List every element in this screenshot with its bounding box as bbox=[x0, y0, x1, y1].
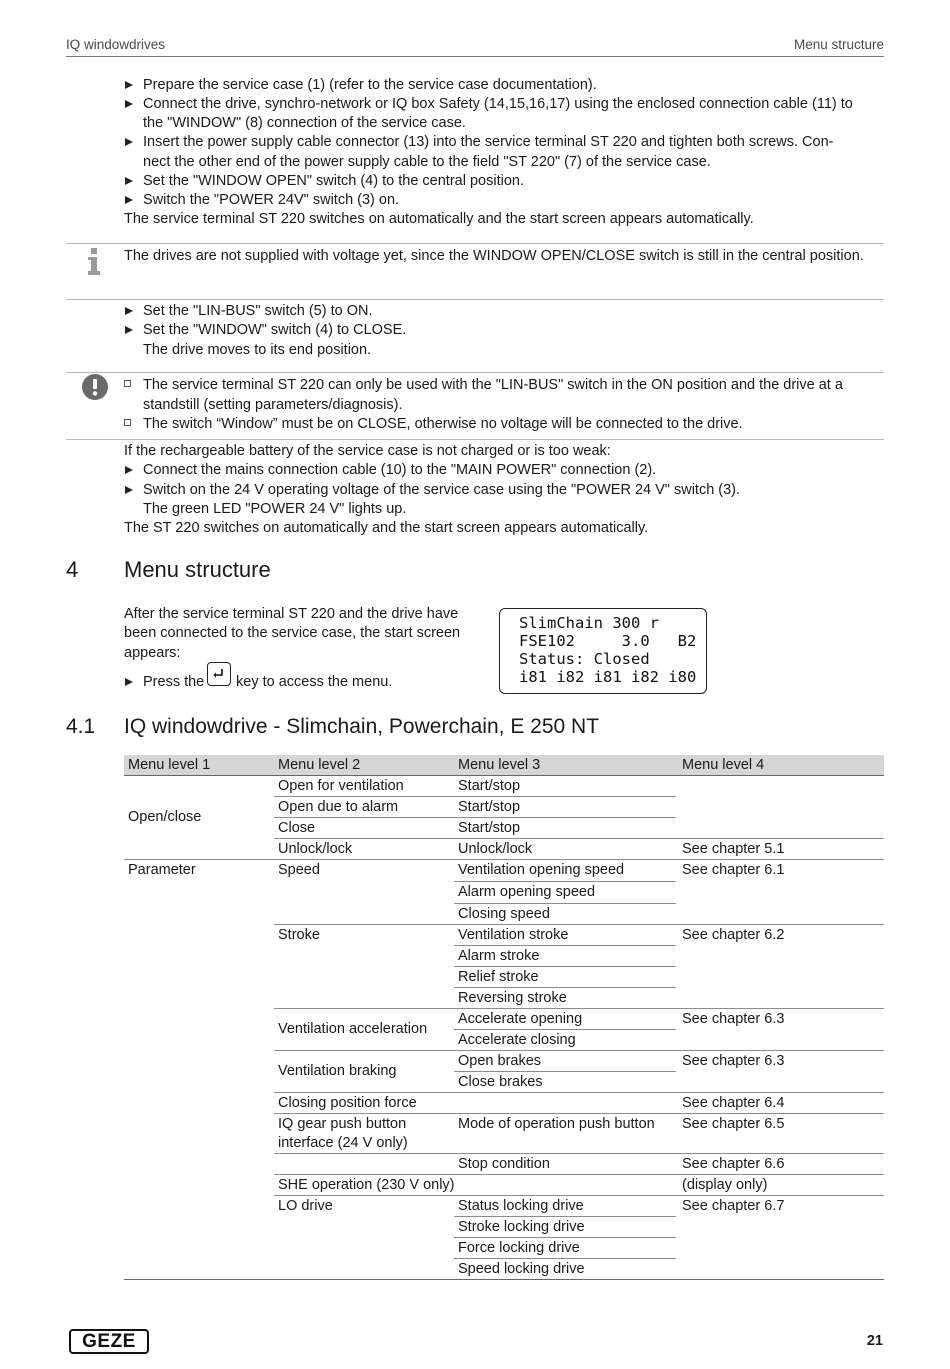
step-text: the "WINDOW" (8) connection of the service case. bbox=[143, 115, 466, 131]
bullet-arrow-icon bbox=[125, 678, 133, 686]
result-text: The ST 220 switches on automatically and the start screen appears automatically. bbox=[124, 520, 649, 536]
table-cell-level3: Status locking drive bbox=[458, 1198, 584, 1214]
table-cell-level2: Ventilation acceleration bbox=[278, 1021, 428, 1037]
header-rule bbox=[66, 56, 884, 57]
table-cell-level3: Ventilation opening speed bbox=[458, 862, 625, 878]
table-cell-level3: Unlock/lock bbox=[458, 841, 533, 857]
lcd-display bbox=[499, 608, 707, 694]
exclamation-icon bbox=[82, 374, 108, 400]
step-text: Switch the "POWER 24V" switch (3) on. bbox=[143, 192, 400, 208]
page-number: 21 bbox=[866, 1333, 883, 1349]
subsection-number: 4.1 bbox=[66, 715, 96, 738]
table-header-cell: Menu level 4 bbox=[682, 757, 765, 773]
table-cell-level4: See chapter 6.3 bbox=[682, 1053, 785, 1069]
bullet-arrow-icon bbox=[125, 486, 133, 494]
intro-text: appears: bbox=[124, 645, 181, 661]
table-rule bbox=[454, 945, 676, 946]
warning-text: standstill (setting parameters/diagnosis). bbox=[143, 397, 403, 413]
step-result-text: The drive moves to its end position. bbox=[143, 342, 372, 358]
press-text: Press the bbox=[143, 674, 205, 690]
note-divider bbox=[66, 243, 884, 244]
table-header-cell: Menu level 2 bbox=[278, 757, 361, 773]
intro-text: been connected to the service case, the start screen bbox=[124, 625, 461, 641]
step-text: Switch on the 24 V operating voltage of the service case using the "POWER 24 V" switch (3). bbox=[143, 482, 741, 498]
lcd-line: SlimChain 300 r bbox=[519, 614, 659, 632]
table-cell-level3: Accelerate closing bbox=[458, 1032, 576, 1048]
lcd-line: FSE102 3.0 B2 bbox=[519, 632, 697, 650]
table-cell-level4: See chapter 6.2 bbox=[682, 927, 785, 943]
table-cell-level3: Start/stop bbox=[458, 820, 521, 836]
bullet-square-icon bbox=[124, 380, 131, 387]
bullet-arrow-icon bbox=[125, 466, 133, 474]
table-rule bbox=[454, 903, 676, 904]
table-rule bbox=[454, 1258, 676, 1259]
table-cell-level3: Alarm stroke bbox=[458, 948, 540, 964]
table-cell-level2: Open for ventilation bbox=[278, 778, 404, 794]
table-rule bbox=[274, 1153, 884, 1154]
warning-text: The switch “Window” must be on CLOSE, otherwise no voltage will be connected to the drive. bbox=[143, 416, 743, 432]
bullet-arrow-icon bbox=[125, 100, 133, 108]
step-text: Set the "WINDOW OPEN" switch (4) to the central position. bbox=[143, 173, 524, 189]
table-cell-level3: Force locking drive bbox=[458, 1240, 580, 1256]
table-cell-level2: Unlock/lock bbox=[278, 841, 353, 857]
bullet-square-icon bbox=[124, 419, 131, 426]
warning-text: The service terminal ST 220 can only be used with the "LIN-BUS" switch in the ON position and the drive at a bbox=[143, 377, 843, 393]
table-cell-level2: LO drive bbox=[278, 1198, 333, 1214]
table-cell-level1: Parameter bbox=[128, 862, 196, 878]
table-cell-level4: (display only) bbox=[682, 1177, 768, 1193]
enter-key-icon bbox=[207, 662, 231, 686]
table-rule bbox=[454, 881, 676, 882]
table-cell-level3: Ventilation stroke bbox=[458, 927, 569, 943]
table-cell-level3: Closing speed bbox=[458, 906, 550, 922]
note-divider bbox=[66, 299, 884, 300]
step-text: Connect the mains connection cable (10) to the "MAIN POWER" connection (2). bbox=[143, 462, 657, 478]
table-rule bbox=[454, 1237, 676, 1238]
condition-text: If the rechargeable battery of the service case is not charged or is too weak: bbox=[124, 443, 611, 459]
lcd-line: i81 i82 i81 i82 i80 bbox=[519, 668, 697, 686]
bullet-arrow-icon bbox=[125, 138, 133, 146]
table-cell-level2: Ventilation braking bbox=[278, 1063, 397, 1079]
table-header-cell: Menu level 1 bbox=[128, 757, 211, 773]
lcd-line: Status: Closed bbox=[519, 650, 650, 668]
step-text: nect the other end of the power supply cable to the field "ST 220" (7) of the service case. bbox=[143, 154, 711, 170]
bullet-arrow-icon bbox=[125, 196, 133, 204]
result-text: The service terminal ST 220 switches on automatically and the start screen appears automatically. bbox=[124, 211, 754, 227]
table-rule bbox=[454, 966, 676, 967]
table-rule bbox=[454, 1071, 676, 1072]
table-rule bbox=[274, 1174, 884, 1175]
intro-text: After the service terminal ST 220 and the drive have bbox=[124, 606, 459, 622]
table-cell-level3: Alarm opening speed bbox=[458, 884, 596, 900]
table-rule bbox=[274, 1008, 884, 1009]
step-text: Set the "LIN-BUS" switch (5) to ON. bbox=[143, 303, 373, 319]
warning-divider bbox=[66, 439, 884, 440]
table-cell-level3: Reversing stroke bbox=[458, 990, 567, 1006]
table-cell-level3: Accelerate opening bbox=[458, 1011, 583, 1027]
info-note-text: The drives are not supplied with voltage yet, since the WINDOW OPEN/CLOSE switch is still in the central position. bbox=[124, 248, 864, 264]
table-cell-level3: Close brakes bbox=[458, 1074, 543, 1090]
table-cell-level3: Speed locking drive bbox=[458, 1261, 585, 1277]
table-rule bbox=[454, 796, 676, 797]
table-cell-level2: Open due to alarm bbox=[278, 799, 399, 815]
bullet-arrow-icon bbox=[125, 177, 133, 185]
table-cell-level2: Closing position force bbox=[278, 1095, 417, 1111]
table-rule bbox=[274, 796, 454, 797]
table-rule bbox=[454, 987, 676, 988]
table-cell-level4: See chapter 6.4 bbox=[682, 1095, 785, 1111]
table-cell-level4: See chapter 5.1 bbox=[682, 841, 785, 857]
table-cell-level4: See chapter 6.1 bbox=[682, 862, 785, 878]
table-cell-level4: See chapter 6.6 bbox=[682, 1156, 785, 1172]
table-cell-level2: Stroke bbox=[278, 927, 320, 943]
table-rule bbox=[274, 1113, 884, 1114]
bullet-arrow-icon bbox=[125, 326, 133, 334]
section-title: Menu structure bbox=[124, 557, 271, 582]
table-cell-level3: Stroke locking drive bbox=[458, 1219, 585, 1235]
table-cell-level3: Start/stop bbox=[458, 799, 521, 815]
table-cell-level2: SHE operation (230 V only) bbox=[278, 1177, 455, 1193]
table-cell-level2: interface (24 V only) bbox=[278, 1135, 408, 1151]
table-rule bbox=[274, 924, 884, 925]
table-rule bbox=[124, 775, 884, 776]
table-cell-level4: See chapter 6.5 bbox=[682, 1116, 785, 1132]
step-text: Connect the drive, synchro-network or IQ box Safety (14,15,16,17) using the enclosed connection cable (11) to bbox=[143, 96, 853, 112]
table-cell-level3: Mode of operation push button bbox=[458, 1116, 655, 1132]
section-number: 4 bbox=[66, 557, 79, 582]
table-cell-level4: See chapter 6.7 bbox=[682, 1198, 785, 1214]
table-rule bbox=[124, 1279, 884, 1280]
table-cell-level2: IQ gear push button bbox=[278, 1116, 407, 1132]
info-icon bbox=[85, 247, 103, 277]
table-cell-level3: Open brakes bbox=[458, 1053, 542, 1069]
table-cell-level2: Speed bbox=[278, 862, 320, 878]
table-rule bbox=[274, 817, 676, 818]
table-cell-level3: Relief stroke bbox=[458, 969, 539, 985]
table-cell-level2: Close bbox=[278, 820, 316, 836]
table-rule bbox=[454, 1029, 676, 1030]
table-rule bbox=[274, 838, 884, 839]
table-cell-level3: Stop condition bbox=[458, 1156, 550, 1172]
step-text: Set the "WINDOW" switch (4) to CLOSE. bbox=[143, 322, 407, 338]
table-rule bbox=[274, 1092, 884, 1093]
running-header-left: IQ windowdrives bbox=[66, 37, 166, 52]
bullet-arrow-icon bbox=[125, 81, 133, 89]
running-header-right: Menu structure bbox=[793, 37, 884, 52]
table-cell-level1: Open/close bbox=[128, 809, 202, 825]
press-text: key to access the menu. bbox=[236, 674, 393, 690]
table-cell-level4: See chapter 6.3 bbox=[682, 1011, 785, 1027]
warning-divider bbox=[66, 372, 884, 373]
table-cell-level3: Start/stop bbox=[458, 778, 521, 794]
table-rule bbox=[124, 859, 884, 860]
table-header-cell: Menu level 3 bbox=[458, 757, 541, 773]
subsection-title: IQ windowdrive - Slimchain, Powerchain, E 250 NT bbox=[124, 715, 600, 738]
step-text: Insert the power supply cable connector (13) into the service terminal ST 220 and tighten both screws. Con- bbox=[143, 134, 834, 150]
geze-logo bbox=[69, 1329, 149, 1354]
step-text: Prepare the service case (1) (refer to the service case documentation). bbox=[143, 77, 597, 93]
step-result-text: The green LED "POWER 24 V" lights up. bbox=[143, 501, 407, 517]
table-rule bbox=[274, 1195, 884, 1196]
table-rule bbox=[274, 1050, 884, 1051]
bullet-arrow-icon bbox=[125, 307, 133, 315]
table-rule bbox=[454, 1216, 676, 1217]
logo-text: GEZE bbox=[82, 1330, 136, 1352]
